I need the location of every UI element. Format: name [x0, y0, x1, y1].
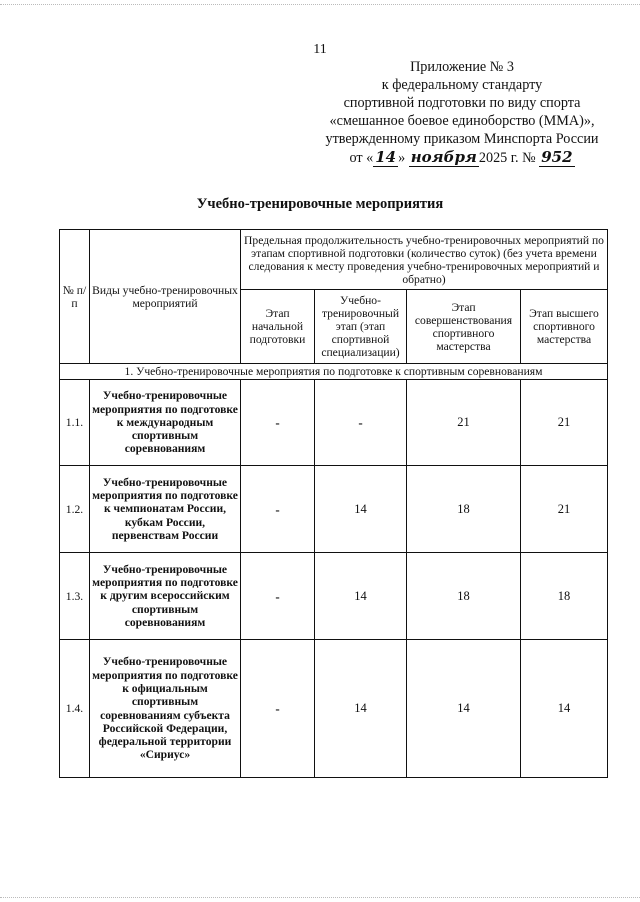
document-title: Учебно-тренировочные мероприятия: [196, 196, 444, 212]
row-value-stage-initial: -: [241, 380, 315, 466]
row-value-stage-highest: 18: [521, 553, 608, 640]
row-value-stage-initial: -: [241, 553, 315, 640]
row-event-name: Учебно-тренировочные мероприятия по подготовке к другим всероссийским спортивным соревнованиям: [90, 553, 241, 640]
row-value-stage-highest: 21: [521, 380, 608, 466]
row-value-stage-initial: -: [241, 466, 315, 553]
handwritten-order-number: 952: [541, 148, 573, 166]
row-value-stage-highest: 14: [521, 640, 608, 778]
row-event-name: Учебно-тренировочные мероприятия по подготовке к чемпионатам России, кубкам России, первенствам России: [90, 466, 241, 553]
handwritten-day: 14: [375, 148, 397, 166]
handwritten-month: ноября: [410, 148, 477, 166]
date-prefix: от «: [349, 150, 374, 166]
date-year-text: 2025 г. №: [478, 150, 536, 166]
row-value-stage-training: -: [315, 380, 407, 466]
header-stage-training: Учебно-тренировочный этап (этап спортивной специализации): [315, 290, 407, 364]
table-row: [60, 640, 608, 778]
appendix-line-1: Приложение № 3: [410, 59, 514, 75]
scan-edge-top: [0, 4, 640, 6]
table-row: [60, 466, 608, 553]
scan-edge-bottom: [0, 897, 640, 898]
section-heading-1: 1. Учебно-тренировочные мероприятия по подготовке к спортивным соревнованиям: [60, 364, 608, 380]
table-row: [60, 553, 608, 640]
header-stage-highest: Этап высшего спортивного мастерства: [521, 290, 608, 364]
appendix-line-2: к федеральному стандарту: [381, 77, 543, 93]
page-number: 11: [313, 42, 327, 57]
row-value-stage-improvement: 18: [407, 553, 521, 640]
events-table: [59, 229, 608, 778]
appendix-line-4: «смешанное боевое единоборство (ММА)»,: [329, 113, 595, 129]
row-value-stage-highest: 21: [521, 466, 608, 553]
row-event-name: Учебно-тренировочные мероприятия по подготовке к международным спортивным соревнованиям: [90, 380, 241, 466]
table-row: [60, 380, 608, 466]
appendix-block: [322, 58, 602, 167]
row-number: 1.2.: [60, 466, 90, 553]
header-event-types: Виды учебно-тренировочных мероприятий: [90, 230, 241, 364]
appendix-line-3: спортивной подготовки по виду спорта: [343, 95, 581, 111]
row-value-stage-initial: -: [241, 640, 315, 778]
date-separator: »: [398, 150, 406, 166]
row-value-stage-training: 14: [315, 640, 407, 778]
row-number: 1.4.: [60, 640, 90, 778]
header-number: № п/п: [60, 230, 90, 364]
appendix-line-5: утвержденному приказом Минспорта России: [325, 131, 599, 147]
header-duration-group: Предельная продолжительность учебно-тренировочных мероприятий по этапам спортивной подготовки (количество суток) (без учета времени следования к месту проведения учебно-тренировочных мероприятий и обратно): [241, 230, 608, 290]
header-stage-initial: Этап начальной подготовки: [241, 290, 315, 364]
row-value-stage-improvement: 14: [407, 640, 521, 778]
row-number: 1.3.: [60, 553, 90, 640]
row-event-name: Учебно-тренировочные мероприятия по подготовке к официальным спортивным соревнованиям субъекта Российской Федерации, федеральной территории «Сириус»: [90, 640, 241, 778]
appendix-date-line: [322, 148, 602, 167]
row-value-stage-training: 14: [315, 553, 407, 640]
row-value-stage-training: 14: [315, 466, 407, 553]
row-value-stage-improvement: 18: [407, 466, 521, 553]
header-stage-improvement: Этап совершенствования спортивного мастерства: [407, 290, 521, 364]
row-number: 1.1.: [60, 380, 90, 466]
row-value-stage-improvement: 21: [407, 380, 521, 466]
